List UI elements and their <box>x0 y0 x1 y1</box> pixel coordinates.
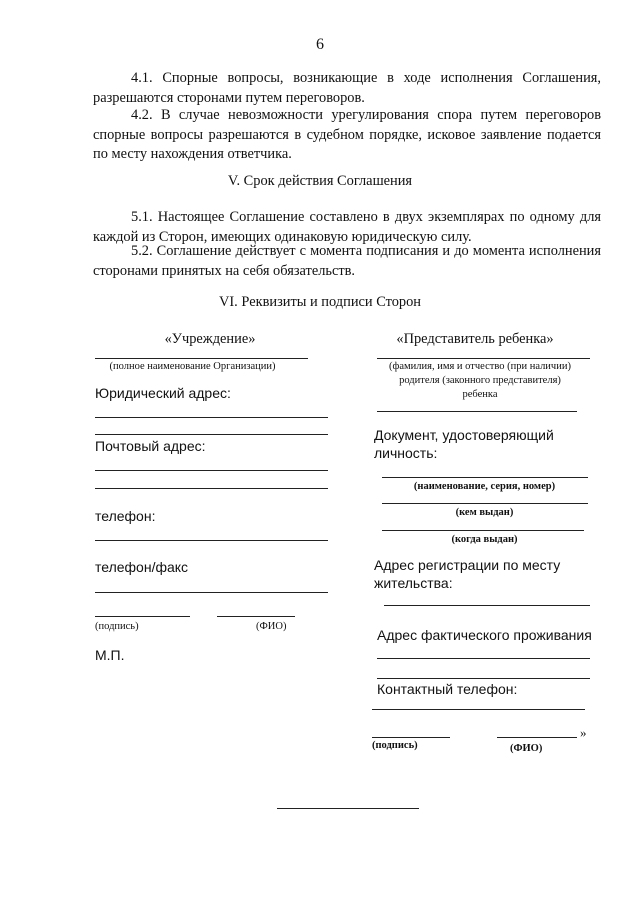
representative-name-caption-1: (фамилия, имя и отчество (при наличии) <box>389 361 571 372</box>
org-name-line[interactable] <box>95 358 308 359</box>
institution-name-caption: (ФИО) <box>256 621 287 632</box>
issued-when-line[interactable] <box>382 530 584 531</box>
representative-name-caption-3: ребенка <box>462 389 498 400</box>
institution-heading: «Учреждение» <box>164 331 256 347</box>
legal-address-line-2[interactable] <box>95 434 328 435</box>
issued-by-caption: (кем выдан) <box>455 507 514 518</box>
actual-address-line-1[interactable] <box>377 658 590 659</box>
postal-address-label: Почтовый адрес: <box>95 438 206 454</box>
contact-phone-line[interactable] <box>372 709 585 710</box>
section-5-title: V. Срок действия Соглашения <box>227 173 413 189</box>
org-name-caption: (полное наименование Организации) <box>109 361 276 372</box>
representative-name-line[interactable] <box>377 358 590 359</box>
legal-address-line-1[interactable] <box>95 417 328 418</box>
contact-phone-label: Контактный телефон: <box>377 681 518 697</box>
closing-quote-mark: » <box>580 725 587 740</box>
registration-address-label-1: Адрес регистрации по месту <box>374 557 561 573</box>
legal-address-label: Юридический адрес: <box>95 385 231 401</box>
clause-4-1: 4.1. Спорные вопросы, возникающие в ходе исполнения Соглашения, разрешаются сторонами путем переговоров. <box>93 70 601 106</box>
bottom-separator-line <box>277 808 419 809</box>
representative-signature-caption: (подпись) <box>372 740 418 751</box>
representative-name-signature-line[interactable] <box>497 737 577 738</box>
phone-label: телефон: <box>95 508 156 524</box>
clause-5-2: 5.2. Соглашение действует с момента подписания и до момента исполнения сторонами принятых на себя обязательств. <box>93 243 601 279</box>
phone-line[interactable] <box>95 540 328 541</box>
phone-fax-label: телефон/факс <box>95 559 189 575</box>
institution-signature-line[interactable] <box>95 616 190 617</box>
representative-heading: «Представитель ребенка» <box>396 331 554 347</box>
id-document-line[interactable] <box>382 477 588 478</box>
issued-by-line[interactable] <box>382 503 588 504</box>
institution-name-line[interactable] <box>217 616 295 617</box>
registration-address-label-2: жительства: <box>374 575 453 591</box>
postal-address-line-2[interactable] <box>95 488 328 489</box>
postal-address-line-1[interactable] <box>95 470 328 471</box>
id-document-label-1: Документ, удостоверяющий <box>374 427 554 443</box>
representative-signature-line[interactable] <box>372 737 450 738</box>
institution-signature-caption: (подпись) <box>95 621 139 632</box>
clause-5-1: 5.1. Настоящее Соглашение составлено в двух экземплярах по одному для каждой из Сторон, имеющих одинаковую юридическую силу. <box>93 209 601 245</box>
representative-name-caption: (ФИО) <box>510 743 543 754</box>
stamp-label: М.П. <box>95 647 125 663</box>
actual-address-line-2[interactable] <box>377 678 590 679</box>
id-document-label-2: личность: <box>374 445 438 461</box>
section-6-title: VI. Реквизиты и подписи Сторон <box>219 294 421 310</box>
document-number-caption: (наименование, серия, номер) <box>413 481 556 492</box>
representative-name-caption-2: родителя (законного представителя) <box>399 375 561 386</box>
actual-address-label: Адрес фактического проживания <box>377 627 592 643</box>
representative-name-line-2[interactable] <box>377 411 577 412</box>
issued-when-caption: (когда выдан) <box>451 534 518 545</box>
clause-4-2: 4.2. В случае невозможности урегулирования спора путем переговоров спорные вопросы разрешаются в судебном порядке, исковое заявление подается по месту нахождения ответчика. <box>93 107 601 162</box>
page-number: 6 <box>316 36 324 53</box>
registration-address-line[interactable] <box>384 605 590 606</box>
phone-fax-line[interactable] <box>95 592 328 593</box>
